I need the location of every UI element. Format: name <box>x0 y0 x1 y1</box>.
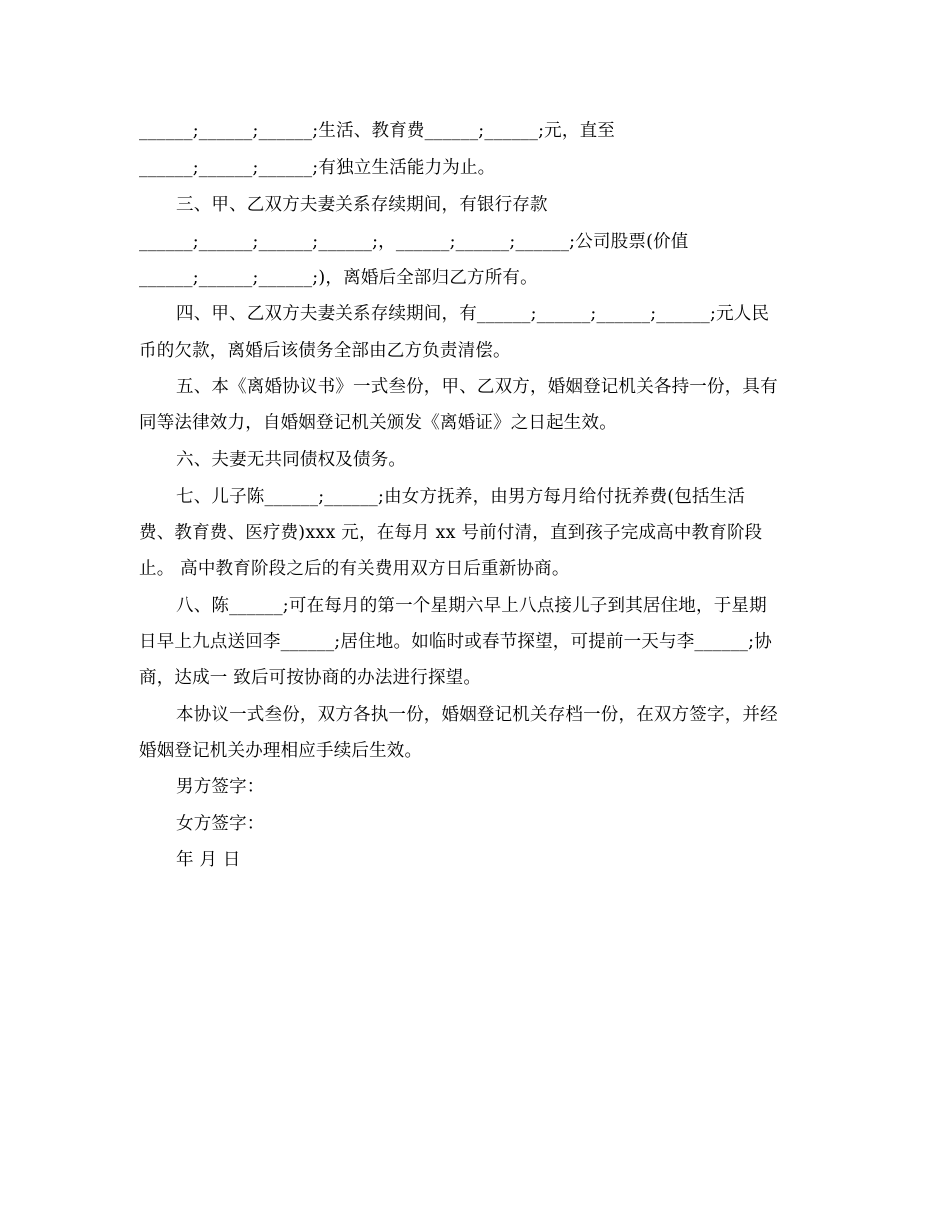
text-line-9: 同等法律效力，自婚姻登记机关颁发《离婚证》之日起生效。 <box>139 413 617 433</box>
text-line-12: 费、教育费、医疗费)xxx 元，在每月 xx 号前付清，直到孩子完成高中教育阶段 <box>139 523 763 543</box>
date-line: 年 月 日 <box>176 850 241 870</box>
text-line-6: 四、甲、乙双方夫妻关系存续期间，有______;______;______;______;元人民 <box>176 304 770 324</box>
text-line-1: ______;______;______;生活、教育费______;______;元，直至 <box>139 121 615 141</box>
text-line-15: 日早上九点送回李______;居住地。如临时或春节探望，可提前一天与李______;协 <box>139 632 772 652</box>
text-line-10: 六、夫妻无共同债权及债务。 <box>176 450 407 470</box>
text-line-16: 商，达成一 致后可按协商的办法进行探望。 <box>139 668 482 688</box>
text-line-5: ______;______;______;)，离婚后全部归乙方所有。 <box>139 268 538 288</box>
text-line-8: 五、本《离婚协议书》一式叁份，甲、乙双方，婚姻登记机关各持一份，具有 <box>176 377 778 397</box>
text-line-17: 本协议一式叁份，双方各执一份，婚姻登记机关存档一份，在双方签字，并经 <box>176 705 778 725</box>
text-line-11: 七、儿子陈______;______;由女方抚养，由男方每月给付抚养费(包括生活 <box>176 487 746 507</box>
text-line-7: 币的欠款，离婚后该债务全部由乙方负责清偿。 <box>139 341 511 361</box>
text-line-13: 止。 高中教育阶段之后的有关费用双方日后重新协商。 <box>139 559 570 579</box>
text-line-14: 八、陈______;可在每月的第一个星期六早上八点接儿子到其居住地，于星期 <box>176 596 767 616</box>
female-signature-label: 女方签字： <box>176 814 265 834</box>
text-line-3: 三、甲、乙双方夫妻关系存续期间，有银行存款 <box>176 195 548 215</box>
text-line-2: ______;______;______;有独立生活能力为止。 <box>139 158 496 178</box>
text-line-18: 婚姻登记机关办理相应手续后生效。 <box>139 741 423 761</box>
text-line-4: ______;______;______;______;，______;______;______;公司股票(价值 <box>139 232 689 252</box>
male-signature-label: 男方签字： <box>176 777 265 797</box>
